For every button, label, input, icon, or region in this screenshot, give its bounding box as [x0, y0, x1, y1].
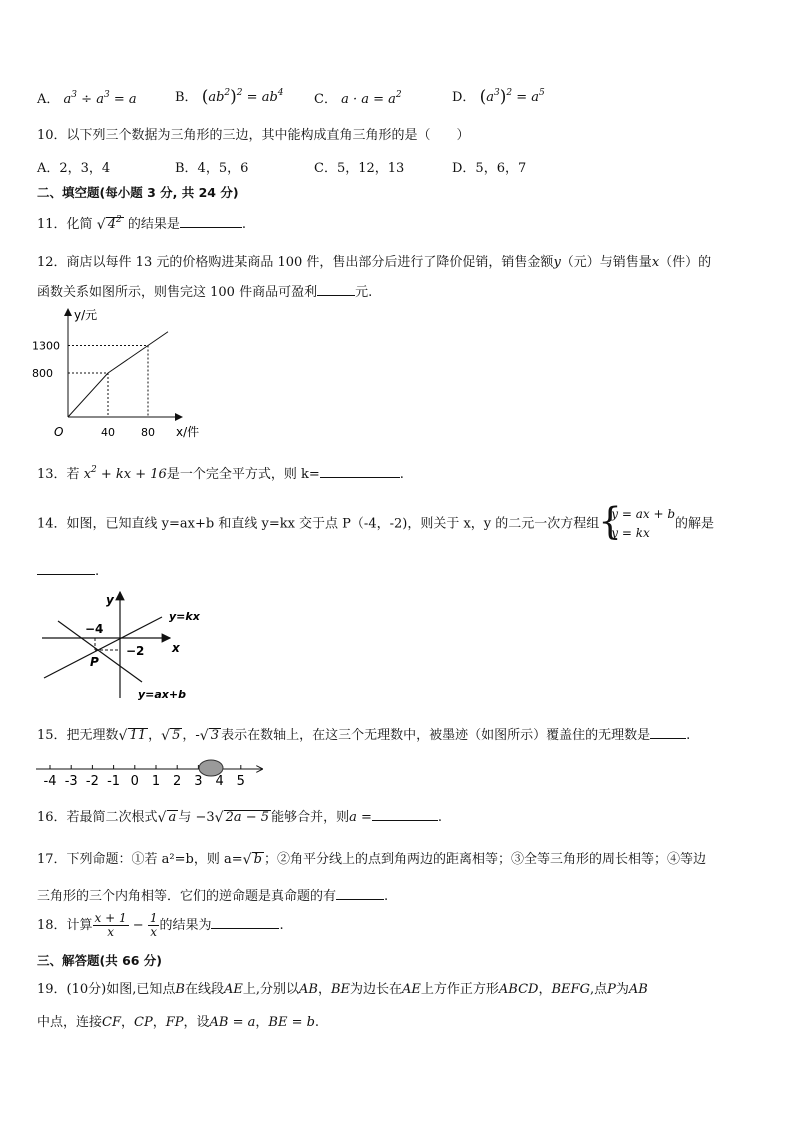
point-p-label: P — [90, 655, 99, 669]
q15: 15．把无理数 √ 11 ， √ 5 ，- √ 3 表示在数轴上，在这三个无理数中，被墨迹（如图所示）覆盖住的无理数是 . — [37, 728, 691, 744]
q10-option-a: A．2，3，4 — [37, 161, 111, 176]
number-line-label: 0 — [130, 774, 139, 788]
number-line-label: -3 — [64, 774, 78, 788]
q9-option-d: D． $(a^3)^2 = a^5$ — [452, 87, 545, 107]
q13-answer-blank[interactable] — [320, 465, 400, 478]
q9-option-b: B． $(ab^2)^2 = ab^4$ — [175, 87, 284, 107]
q17-line1: 17．下列命题：①若 a²=b，则 a= √ b ；②角平分线上的点到角两边的距离相等；③全等三角形的周长相等；④等边 — [37, 852, 706, 868]
x-tick-label: 40 — [101, 426, 115, 439]
x-tick-label: 80 — [141, 426, 155, 439]
q19-line2: 中点，连接CF，CP，FP，设AB = a，BE = b. — [37, 1015, 320, 1030]
graph-segment-1 — [108, 346, 148, 374]
y-axis-label: y/元 — [74, 308, 98, 322]
number-line — [34, 756, 270, 788]
y-axis-label: y — [106, 593, 114, 607]
q12-line2: 函数关系如图所示，则售完这 100 件商品可盈利 元. — [37, 285, 373, 300]
number-line-label: 5 — [236, 774, 245, 788]
number-line-label: 3 — [194, 774, 203, 788]
y-tick-label: 800 — [32, 367, 53, 380]
section-heading-solutions: 三、解答题(共 66 分) — [37, 953, 163, 968]
q14: 14．如图，已知直线 y=ax+b 和直线 y=kx 交于点 P（-4，-2)，则关于 x，y 的二元一次方程组 { y = ax + b y = kx 的解是 — [37, 500, 715, 543]
q19-line1: 19．(10分)如图,已知点B在线段AE上,分别以AB，BE为边长在AE上方作正方形ABCD，BEFG,点P为AB — [37, 982, 648, 997]
q10-option-c: C．5，12，13 — [314, 161, 405, 176]
q16-answer-blank[interactable] — [372, 808, 438, 821]
number-line-label: -4 — [43, 774, 57, 788]
number-line-label: 1 — [151, 774, 161, 788]
y-value-label: −2 — [126, 644, 145, 658]
x-axis-label: x — [172, 641, 180, 655]
q10-option-b: B．4，5，6 — [175, 161, 249, 176]
q15-answer-blank[interactable] — [650, 726, 686, 739]
q17-answer-blank[interactable] — [336, 887, 384, 900]
q14-answer-line: . — [37, 562, 99, 579]
q14-answer-blank[interactable] — [37, 562, 95, 575]
q10-option-d: D．5，6，7 — [452, 161, 527, 176]
q13: 13．若 $x^2$ + kx + 16是一个完全平方式，则 k= . — [37, 465, 404, 482]
q17-line2: 三角形的三个内角相等．它们的逆命题是真命题的有 . — [37, 889, 389, 904]
number-line-label: -1 — [107, 774, 121, 788]
y-tick-label: 1300 — [32, 339, 60, 353]
q12-function-graph — [30, 303, 210, 445]
section-heading-fill-in: 二、填空题(每小题 3 分, 共 24 分) — [37, 185, 239, 200]
q18: 18．计算 $\frac{x + 1}{x}$ − $\frac{1}{x}$ 的结果为 . — [37, 911, 284, 939]
number-line-label: 2 — [173, 774, 182, 788]
ink-blot — [199, 760, 223, 776]
q18-answer-blank[interactable] — [211, 916, 279, 929]
q11-answer-blank[interactable] — [180, 215, 242, 228]
q9-option-a: A． $a^3 \div a^3 = a$ — [37, 90, 137, 107]
graph-segment-0 — [68, 373, 108, 417]
q12-answer-blank[interactable] — [317, 283, 355, 296]
number-line-label: -2 — [85, 774, 99, 788]
q12-line1: 12．商店以每件 13 元的价格购进某商品 100 件，售出部分后进行了降价促销，销售金额y（元）与销售量x（件）的 — [37, 255, 712, 270]
line-axb-label: y=ax+b — [138, 688, 186, 701]
q14-figure — [38, 590, 208, 705]
origin-label: O — [54, 425, 64, 439]
line-kx-label: y=kx — [169, 610, 200, 623]
graph-segment-2 — [148, 332, 168, 346]
number-line-label: 4 — [215, 774, 224, 788]
q11: 11．化简 √ $4^2$ 的结果是 . — [37, 215, 246, 233]
x-value-label: −4 — [85, 622, 104, 636]
q10-stem: 10．以下列三个数据为三角形的三边，其中能构成直角三角形的是（ ） — [37, 128, 470, 143]
x-axis-label: x/件 — [176, 425, 200, 439]
q16: 16．若最简二次根式 √ a 与 −3 √ 2a − 5 能够合并，则a = . — [37, 810, 443, 826]
q9-option-c: C． $a \cdot a = a^2$ — [314, 90, 402, 107]
